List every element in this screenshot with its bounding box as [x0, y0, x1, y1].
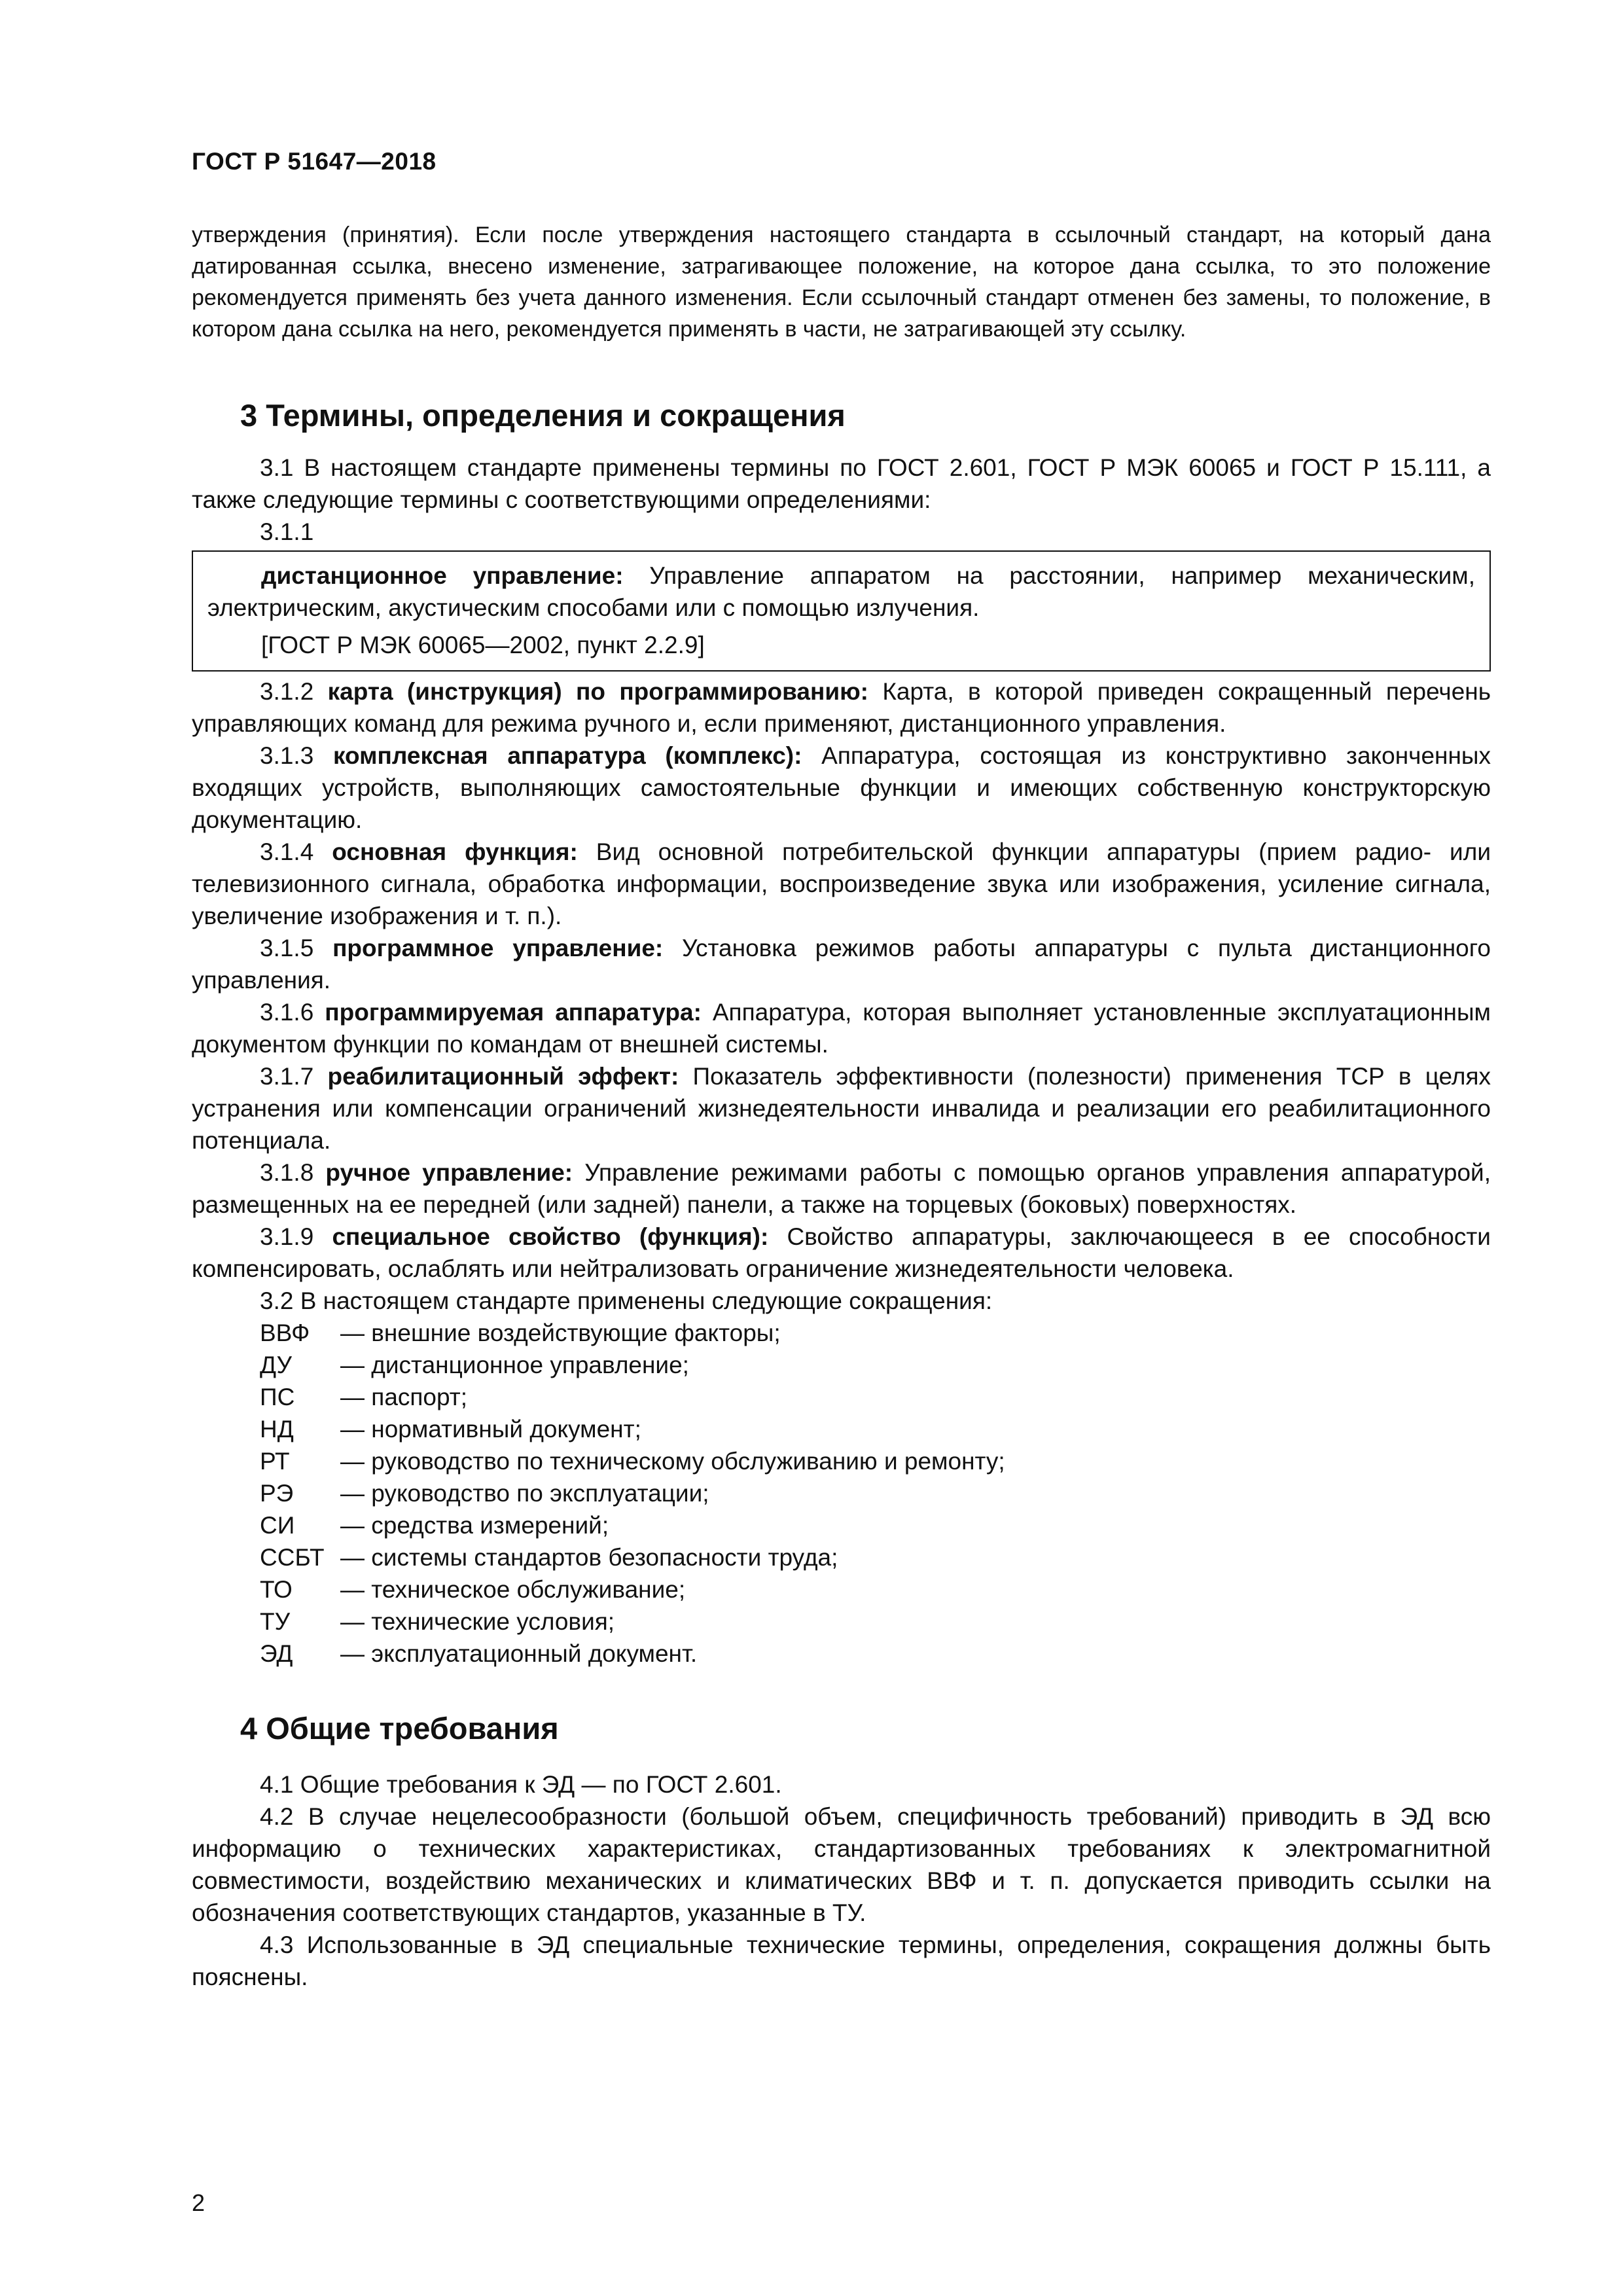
term-definition: Свойство аппаратуры, заключающееся в ее способности компенсировать, ослаблять или нейтрализовать ограничение жизнедеятельности человека. [192, 1223, 1491, 1282]
term-definition: Вид основной потребительской функции аппаратуры (прием радио- или телевизионного сигнала, обработка информации, воспроизведение звука или изображения, усиление сигнала, увеличение изображения и т. п.). [192, 838, 1491, 929]
abbreviation-definition: — паспорт; [340, 1384, 467, 1410]
term-entry-3-1-9 [192, 1221, 1491, 1285]
term-number: 3.1.4 [260, 838, 332, 865]
paragraph-3-1-1-number: 3.1.1 [260, 518, 314, 545]
term-entry-3-1-6 [192, 996, 1491, 1060]
term-definition: Управление режимами работы с помощью органов управления аппаратурой, размещенных на ее передней (или задней) панели, а также на торцевых (боковых) поверхностях. [192, 1159, 1491, 1218]
term-entry-3-1-3 [192, 740, 1491, 836]
abbreviation-list [192, 1317, 1491, 1670]
abbreviation-definition: — руководство по эксплуатации; [340, 1480, 709, 1507]
intro-paragraph: утверждения (принятия). Если после утверждения настоящего стандарта в ссылочный стандарт, на который дана датированная ссылка, внесено изменение, затрагивающее положение, на которое дана ссылка, то это положение рекомендуется применять без учета данного изменения. Если ссылочный стандарт отменен без замены, то положение, в котором дана ссылка на него, рекомендуется применять в части, не затрагивающей эту ссылку. [192, 223, 1491, 342]
term-source-reference: [ГОСТ Р МЭК 60065—2002, пункт 2.2.9] [261, 632, 705, 658]
term-entry-3-1-8 [192, 1157, 1491, 1221]
term-definition: Аппаратура, состоящая из конструктивно законченных входящих устройств, выполняющих самостоятельные функции и имеющих собственную конструкторскую документацию. [192, 742, 1491, 833]
abbreviation-row [260, 1349, 1491, 1381]
paragraph-4-2: 4.2 В случае нецелесообразности (большой объем, специфичность требований) приводить в ЭД всю информацию о технических характеристиках, стандартизованных требованиях к электромагнитной совместимости, воздействию механических и климатических ВВФ и т. п. допускается приводить ссылки на обозначения соответствующих стандартов, указанные в ТУ. [192, 1803, 1491, 1926]
abbreviation-code: ЭД [260, 1640, 293, 1667]
paragraph-4-3: 4.3 Использованные в ЭД специальные технические термины, определения, сокращения должны быть пояснены. [192, 1931, 1491, 1990]
term-name: реабилитационный эффект: [327, 1063, 679, 1090]
abbreviation-definition: — нормативный документ; [340, 1416, 641, 1443]
term-entry-3-1-5 [192, 932, 1491, 996]
abbreviation-row [260, 1541, 1491, 1573]
term-name: ручное управление: [325, 1159, 573, 1186]
abbreviation-row [260, 1509, 1491, 1541]
term-name: комплексная аппаратура (комплекс): [333, 742, 802, 769]
term-definition: Показатель эффективности (полезности) применения ТСР в целях устранения или компенсации ограничений жизнедеятельности инвалида и реализации его реабилитационного потенциала. [192, 1063, 1491, 1154]
section-4-heading: 4 Общие требования [240, 1711, 559, 1746]
abbreviation-row [260, 1445, 1491, 1477]
term-name: программное управление: [332, 935, 664, 961]
abbreviation-definition: — технические условия; [340, 1608, 615, 1635]
term-number: 3.1.5 [260, 935, 333, 961]
abbreviation-code: ВВФ [260, 1319, 310, 1346]
abbreviation-definition: — эксплуатационный документ. [340, 1640, 698, 1667]
abbreviation-row [260, 1413, 1491, 1445]
abbreviation-definition: — техническое обслуживание; [340, 1576, 686, 1603]
term-number: 3.1.7 [260, 1063, 328, 1090]
term-number: 3.1.9 [260, 1223, 332, 1250]
term-number: 3.1.6 [260, 999, 325, 1026]
abbreviation-definition: — внешние воздействующие факторы; [340, 1319, 781, 1346]
abbreviation-row [260, 1573, 1491, 1605]
paragraph-4-1: 4.1 Общие требования к ЭД — по ГОСТ 2.601. [260, 1771, 782, 1798]
term-definition: Управление аппаратом на расстоянии, например механическим, электрическим, акустическим способами или с помощью излучения. [207, 562, 1475, 621]
term-definition-box [192, 550, 1491, 672]
term-name: специальное свойство (функция): [332, 1223, 769, 1250]
abbreviation-definition: — дистанционное управление; [340, 1352, 689, 1378]
abbreviation-code: РТ [260, 1448, 290, 1475]
paragraph-3-1: 3.1 В настоящем стандарте применены термины по ГОСТ 2.601, ГОСТ Р МЭК 60065 и ГОСТ Р 15.111, а также следующие термины с соответствующими определениями: [192, 454, 1491, 513]
document-body [192, 219, 1491, 1993]
term-definition: Установка режимов работы аппаратуры с пульта дистанционного управления. [192, 935, 1491, 994]
term-name: карта (инструкция) по программированию: [327, 678, 869, 705]
term-name: дистанционное управление: [261, 562, 624, 589]
term-number: 3.1.8 [260, 1159, 326, 1186]
abbreviation-row [260, 1605, 1491, 1638]
page-number: 2 [192, 2189, 205, 2216]
term-name: основная функция: [332, 838, 578, 865]
paragraph-3-2: 3.2 В настоящем стандарте применены следующие сокращения: [260, 1287, 993, 1314]
section-3-heading: 3 Термины, определения и сокращения [240, 398, 846, 433]
term-entry-3-1-1 [207, 560, 1475, 624]
page-header-standard-code: ГОСТ Р 51647—2018 [192, 148, 437, 175]
abbreviation-code: ССБТ [260, 1544, 325, 1571]
abbreviation-code: ПС [260, 1384, 295, 1410]
abbreviation-code: РЭ [260, 1480, 294, 1507]
term-entry-3-1-7 [192, 1060, 1491, 1157]
abbreviation-row [260, 1638, 1491, 1670]
term-entry-3-1-4 [192, 836, 1491, 932]
term-name: программируемая аппаратура: [325, 999, 702, 1026]
abbreviation-row [260, 1317, 1491, 1349]
term-definition: Карта, в которой приведен сокращенный перечень управляющих команд для режима ручного и, если применяют, дистанционного управления. [192, 678, 1491, 737]
term-number: 3.1.2 [260, 678, 328, 705]
abbreviation-code: ТО [260, 1576, 293, 1603]
abbreviation-code: НД [260, 1416, 294, 1443]
abbreviation-row [260, 1381, 1491, 1413]
abbreviation-code: ТУ [260, 1608, 291, 1635]
abbreviation-definition: — руководство по техническому обслуживанию и ремонту; [340, 1448, 1005, 1475]
abbreviation-definition: — системы стандартов безопасности труда; [340, 1544, 838, 1571]
abbreviation-definition: — средства измерений; [340, 1512, 609, 1539]
abbreviation-code: СИ [260, 1512, 295, 1539]
abbreviation-row [260, 1477, 1491, 1509]
term-definition: Аппаратура, которая выполняет установленные эксплуатационным документом функции по командам от внешней системы. [192, 999, 1491, 1058]
term-number: 3.1.3 [260, 742, 334, 769]
term-entry-3-1-2 [192, 675, 1491, 740]
abbreviation-code: ДУ [260, 1352, 292, 1378]
